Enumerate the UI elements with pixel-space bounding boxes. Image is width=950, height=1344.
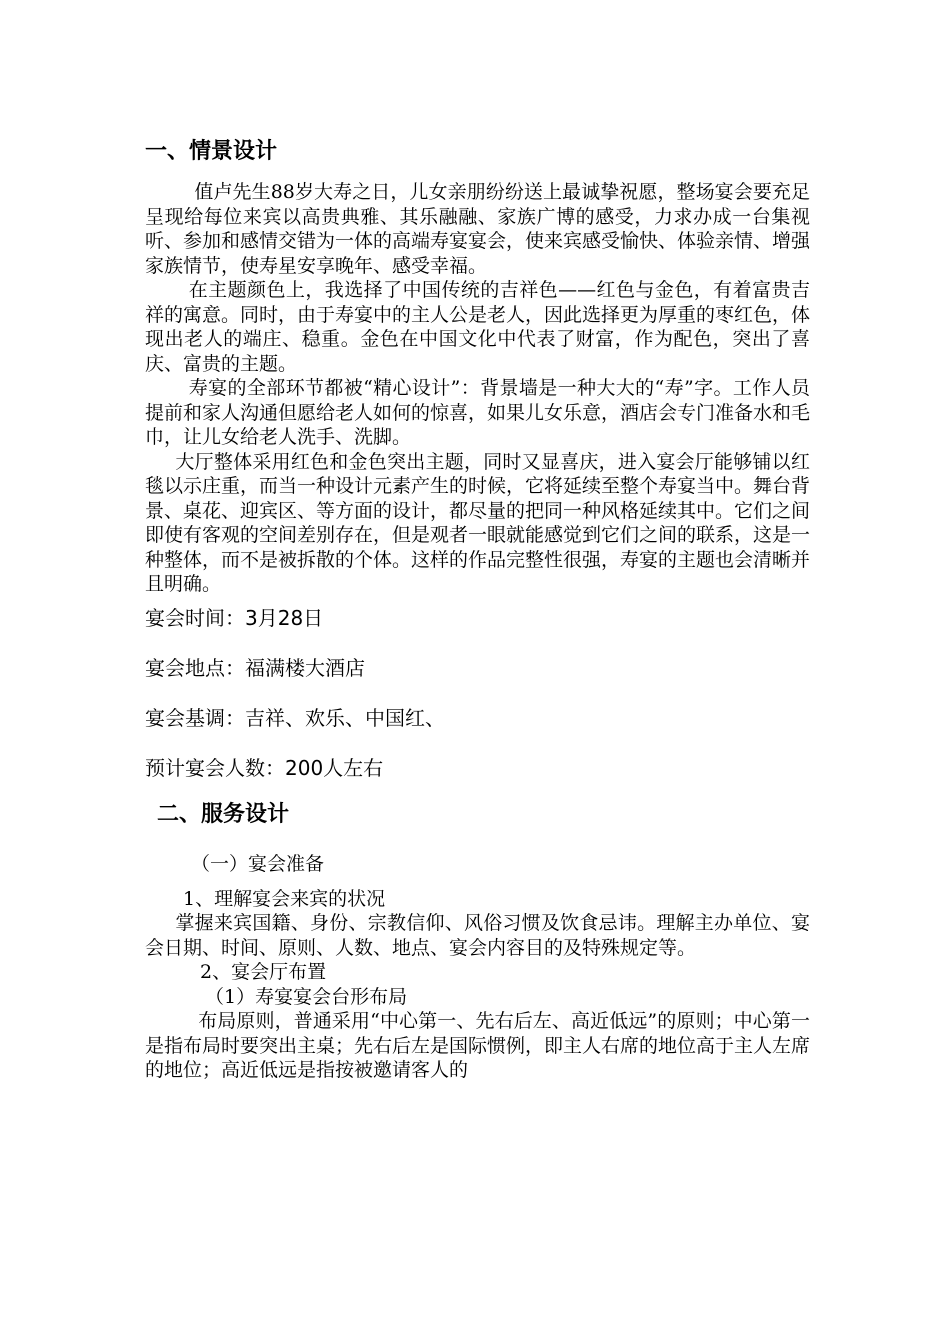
item-guest-info-text: 掌握来宾国籍、身份、宗教信仰、风俗习惯及饮食忌讳。理解主办单位、宴会日期、时间、原则、人数、地点、宴会内容目的及特殊规定等。 [145, 912, 810, 959]
document-body [145, 138, 810, 1083]
paragraph-intro: 值卢先生88岁大寿之日，儿女亲朋纷纷送上最诚挚祝愿，整场宴会要充足呈现给每位来宾以高贵典雅、其乐融融、家族广博的感受，力求办成一台集视听、参加和感情交错为一体的高端寿宴宴会，使来宾感受愉快、体验亲情、增强家族情节，使寿星安享晚年、感受幸福。 [145, 181, 811, 277]
banquet-time: 宴会时间：3月28日 [145, 605, 324, 630]
section-heading-service: 二、服务设计 [157, 801, 290, 827]
paragraph-design-details: 寿宴的全部环节都被“精心设计”：背景墙是一种大大的“寿”字。工作人员提前和家人沟通但愿给老人如何的惊喜，如果儿女乐意，酒店会专门准备水和毛巾，让儿女给老人洗手、洗脚。 [145, 377, 811, 448]
paragraph-hall-design: 大厅整体采用红色和金色突出主题，同时又显喜庆，进入宴会厅能够铺以红毯以示庄重，而当一种设计元素产生的时候，它将延续至整个寿宴当中。舞台背景、桌花、迎宾区、等方面的设计，都尽量的把同一种风格延续其中。它们之间即使有客观的空间差别存在，但是观者一眼就能感觉到它们之间的联系，这是一种整体，而不是被拆散的个体。这样的作品完整性很强，寿宴的主题也会清晰并且明确。 [145, 450, 811, 595]
section-heading-scenario: 一、情景设计 [145, 139, 278, 164]
item-hall-layout-title: 2、宴会厅布置 [200, 961, 327, 983]
banquet-guest-count: 预计宴会人数：200人左右 [145, 755, 384, 780]
item-table-layout-title: （1）寿宴宴会台形布局 [205, 985, 408, 1008]
paragraph-color-theme: 在主题颜色上，我选择了中国传统的吉祥色——红色与金色，有着富贵吉祥的寓意。同时，由于寿宴中的主人公是老人，因此选择更为厚重的枣红色，体现出老人的端庄、稳重。金色在中国文化中代表了财富，作为配色，突出了喜庆、富贵的主题。 [145, 279, 811, 375]
banquet-place: 宴会地点：福满楼大酒店 [145, 655, 365, 680]
item-guest-info-title: 1、理解宴会来宾的状况 [183, 887, 386, 910]
item-layout-principle-text: 布局原则，普通采用“中心第一、先右后左、高近低远”的原则；中心第一是指布局时要突出主桌；先右后左是国际惯例，即主人右席的地位高于主人左席的地位；高近低远是指按被邀请客人的 [145, 1010, 811, 1081]
subsection-preparation: （一）宴会准备 [191, 852, 325, 875]
banquet-tone: 宴会基调：吉祥、欢乐、中国红、 [145, 705, 445, 730]
